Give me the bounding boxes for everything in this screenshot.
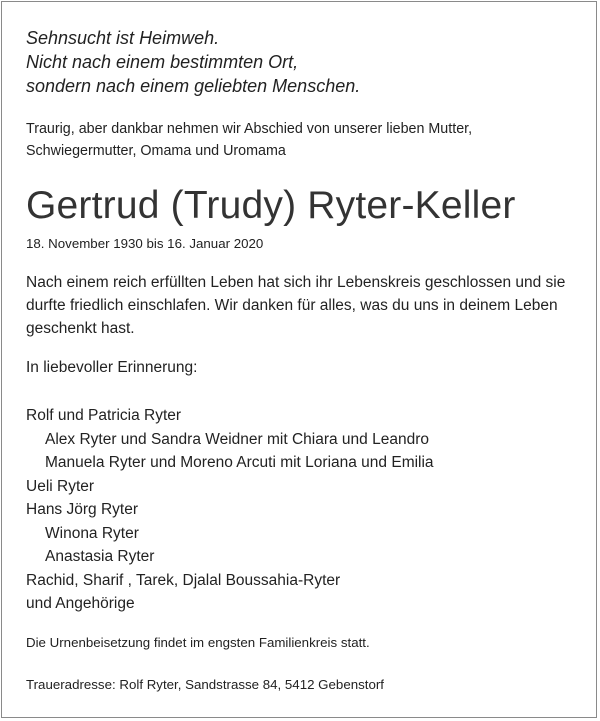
remembrance-heading: In liebevoller Erinnerung: (26, 359, 198, 376)
motto-line: Nicht nach einem bestimmten Ort, (26, 52, 299, 72)
mourner-line: Manuela Ryter und Moreno Arcuti mit Loriana und Emilia (45, 454, 434, 471)
message-line: Nach einem reich erfüllten Leben hat sich ihr Lebenskreis geschlossen und sie (26, 274, 566, 291)
mourner-line: Winona Ryter (45, 525, 139, 542)
intro-line: Traurig, aber dankbar nehmen wir Abschied von unserer lieben Mutter, (26, 121, 473, 137)
mourner-line: Ueli Ryter (26, 478, 95, 495)
message-line: geschenkt hast. (26, 320, 135, 337)
motto-line: sondern nach einem geliebten Menschen. (26, 76, 361, 96)
deceased-name: Gertrud (Trudy) Ryter-Keller (26, 184, 516, 227)
mourning-address: Traueradresse: Rolf Ryter, Sandstrasse 84, 5412 Gebenstorf (26, 677, 384, 692)
mourner-line: Anastasia Ryter (45, 548, 155, 565)
motto-line: Sehnsucht ist Heimweh. (26, 28, 220, 48)
mourner-line: Hans Jörg Ryter (26, 501, 138, 518)
mourner-line: und Angehörige (26, 595, 135, 612)
message-line: durfte friedlich einschlafen. Wir danken für alles, was du uns in deinem Leben (26, 297, 558, 314)
mourner-line: Rolf und Patricia Ryter (26, 407, 182, 424)
mourner-line: Rachid, Sharif , Tarek, Djalal Boussahia-Ryter (26, 572, 341, 589)
intro-line: Schwiegermutter, Omama und Uromama (26, 143, 286, 159)
life-dates: 18. November 1930 bis 16. Januar 2020 (26, 236, 264, 251)
mourner-line: Alex Ryter und Sandra Weidner mit Chiara und Leandro (45, 431, 429, 448)
burial-note: Die Urnenbeisetzung findet im engsten Familienkreis statt. (26, 635, 370, 650)
